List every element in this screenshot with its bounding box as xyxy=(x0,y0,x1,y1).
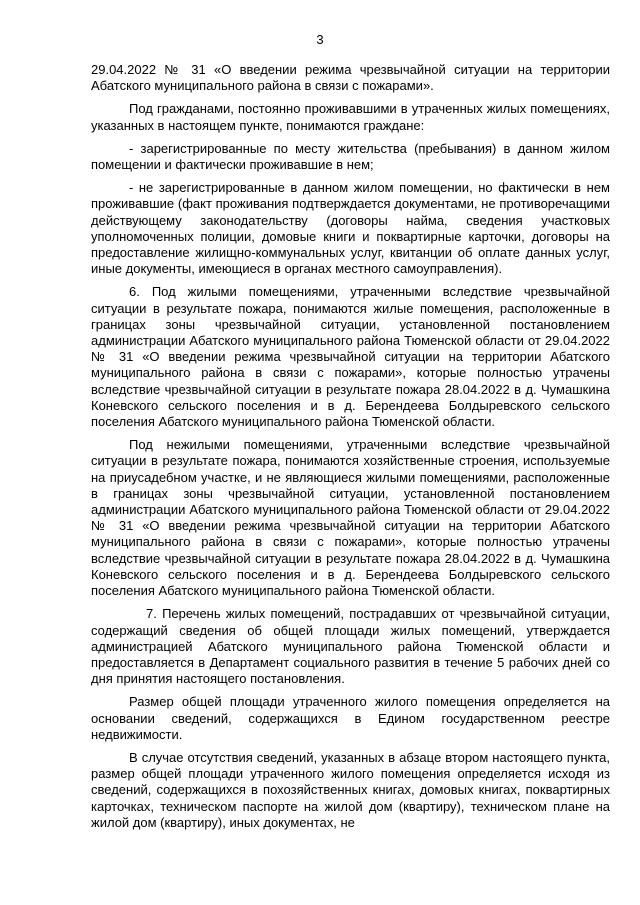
paragraph-citizens-definition: Под гражданами, постоянно проживавшими в утраченных жилых помещениях, указанных в настоящем пункте, понимаются граждане: xyxy=(91,101,610,133)
paragraph-no-data: В случае отсутствия сведений, указанных в абзаце втором настоящего пункта, размер общей площади утраченного жилого помещения определяется исходя из сведений, содержащихся в похозяйственных книгах, домовых книгах, поквартирных карточках, техническом паспорте на жилой дом (квартиру), техническом плане на жилой дом (квартиру), иных документах, не xyxy=(91,749,610,830)
paragraph-not-registered: - не зарегистрированные в данном жилом помещении, но фактически в нем проживавшие (факт проживания подтверждается документами, не противоречащими действующему законодательству (договоры найма, сведения участковых уполномоченных полиции, домовые книги и поквартирные карточки, договоры на предоставление жилищно-коммунальных услуг, квитанции об оплате данных услуг, иные документы, имеющиеся в органах местного самоуправления). xyxy=(91,180,610,277)
paragraph-nonresidential: Под нежилыми помещениями, утраченными вследствие чрезвычайной ситуации в результате пожара, понимаются хозяйственные строения, используемые на приусадебном участке, и не являющиеся жилыми помещениями, расположенные в границах зоны чрезвычайной ситуации, установленной постановлением администрации Абатского муниципального района Тюменской области от 29.04.2022 № 31 «О введении режима чрезвычайной ситуации на территории Абатского муниципального района в связи с пожарами», которые полностью утрачены вследствие чрезвычайной ситуации в результате пожара 28.04.2022 в д. Чумашкина Коневского сельского поселения и в д. Берендеева Болдыревского сельского поселения Абатского муниципального района Тюменской области. xyxy=(91,437,610,599)
paragraph-item-6: 6. Под жилыми помещениями, утраченными вследствие чрезвычайной ситуации в результате пожара, понимаются жилые помещения, расположенные в границах зоны чрезвычайной ситуации, установленной постановлением администрации Абатского муниципального района Тюменской области от 29.04.2022 № 31 «О введении режима чрезвычайной ситуации на территории Абатского муниципального района в связи с пожарами», которые полностью утрачены вследствие чрезвычайной ситуации в результате пожара 28.04.2022 в д. Чумашкина Коневского сельского поселения и в д. Берендеева Болдыревского сельского поселения Абатского муниципального района Тюменской области. xyxy=(91,284,610,430)
paragraph-area-size: Размер общей площади утраченного жилого помещения определяется на основании сведений, содержащихся в Едином государственном реестре недвижимости. xyxy=(91,694,610,742)
paragraph-registered: - зарегистрированные по месту жительства (пребывания) в данном жилом помещении и фактически проживавшие в нем; xyxy=(91,140,610,173)
paragraph-item-7: 7. Перечень жилых помещений, пострадавших от чрезвычайной ситуации, содержащий сведения об общей площади жилых помещений, утверждается администрацией Абатского муниципального района Тюменской области и предоставляется в Департамент социального развития в течение 5 рабочих дней со дня принятия настоящего постановления. xyxy=(91,606,610,687)
paragraph-continuation: 29.04.2022 № 31 «О введении режима чрезвычайной ситуации на территории Абатского муниципального района в связи с пожарами». xyxy=(91,62,610,94)
page-number: 3 xyxy=(316,32,324,47)
document-body xyxy=(91,62,610,831)
